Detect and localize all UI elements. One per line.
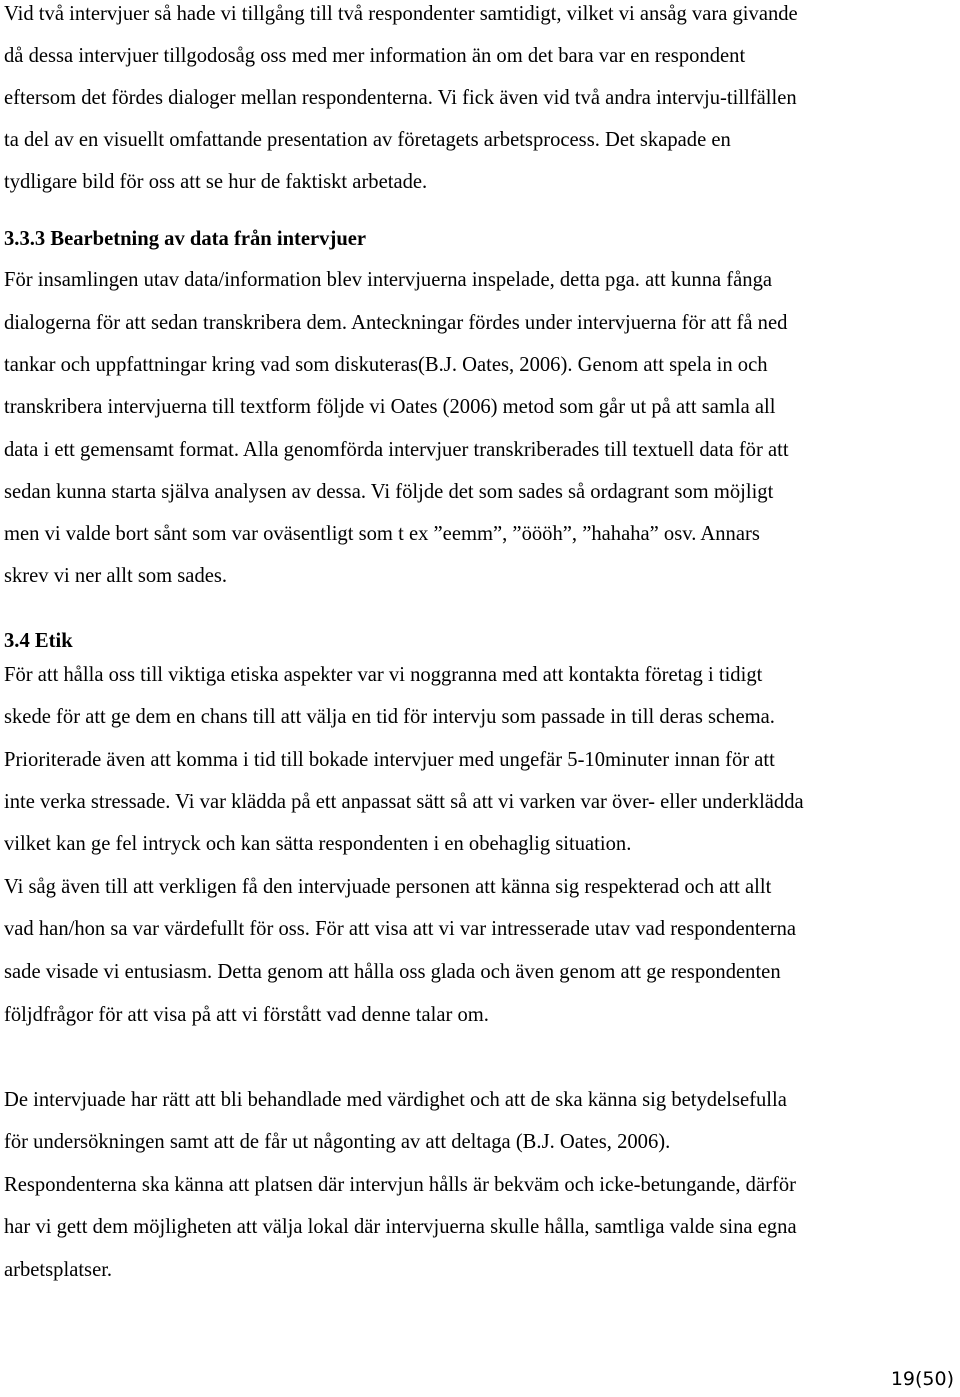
section-3-4-line-8: sade visade vi entusiasm. Detta genom att hålla oss glada och även genom att ge respondenten: [4, 961, 781, 983]
section-3-4-line-5: vilket kan ge fel intryck och kan sätta respondenten i en obehaglig situation.: [4, 833, 632, 855]
section-3-3-3-line-3: tankar och uppfattningar kring vad som diskuteras(B.J. Oates, 2006). Genom att spela in och: [4, 354, 768, 376]
section-3-4-line-9: följdfrågor för att visa på att vi förstått vad denne talar om.: [4, 1004, 489, 1026]
section-3-3-3-line-6: sedan kunna starta själva analysen av dessa. Vi följde det som sades så ordagrant som möjligt: [4, 481, 774, 503]
intro-line-2: då dessa intervjuer tillgodosåg oss med mer information än om det bara var en respondent: [4, 45, 746, 67]
intro-line-1: Vid två intervjuer så hade vi tillgång till två respondenter samtidigt, vilket vi ansåg vara givande: [4, 3, 798, 25]
section-3-4-line-6: Vi såg även till att verkligen få den intervjuade personen att känna sig respekterad och att allt: [4, 876, 772, 898]
section-3-4b-line-5: arbetsplatser.: [4, 1259, 113, 1281]
section-heading-3-4: 3.4 Etik: [4, 630, 73, 652]
section-3-4-line-7: vad han/hon sa var värdefullt för oss. För att visa att vi var intresserade utav vad respondenterna: [4, 918, 797, 940]
section-3-4b-line-3: Respondenterna ska känna att platsen där intervjun hålls är bekväm och icke-betungande, därför: [4, 1174, 796, 1196]
section-3-3-3-line-5: data i ett gemensamt format. Alla genomförda intervjuer transkriberades till textuell data för att: [4, 439, 789, 461]
section-3-3-3-line-1: För insamlingen utav data/information blev intervjuerna inspelade, detta pga. att kunna fånga: [4, 269, 773, 291]
section-3-4-line-4: inte verka stressade. Vi var klädda på ett anpassat sätt så att vi varken var över- eller underklädda: [4, 791, 804, 813]
section-3-3-3-line-7: men vi valde bort sånt som var oväsentligt som t ex ”eemm”, ”öööh”, ”hahaha” osv. Annars: [4, 523, 760, 545]
section-3-4b-line-4: har vi gett dem möjligheten att välja lokal där intervjuerna skulle hålla, samtliga valde sina egna: [4, 1216, 797, 1238]
intro-line-5: tydligare bild för oss att se hur de faktiskt arbetade.: [4, 171, 428, 193]
section-3-4b-line-1: De intervjuade har rätt att bli behandlade med värdighet och att de ska känna sig betydelsefulla: [4, 1089, 787, 1111]
section-3-3-3-line-2: dialogerna för att sedan transkribera dem. Anteckningar fördes under intervjuerna för att få ned: [4, 312, 788, 334]
section-heading-3-3-3: 3.3.3 Bearbetning av data från intervjuer: [4, 228, 367, 250]
section-3-4-line-1: För att hålla oss till viktiga etiska aspekter var vi noggranna med att kontakta företag i tidigt: [4, 664, 763, 686]
section-3-3-3-line-8: skrev vi ner allt som sades.: [4, 565, 228, 587]
intro-line-3: eftersom det fördes dialoger mellan respondenterna. Vi fick även vid två andra intervju-tillfällen: [4, 87, 797, 109]
section-3-4-line-2: skede för att ge dem en chans till att välja en tid för intervju som passade in till deras schema.: [4, 706, 775, 728]
section-3-4b-line-2: för undersökningen samt att de får ut någonting av att deltaga (B.J. Oates, 2006).: [4, 1131, 671, 1153]
section-3-4-line-3: Prioriterade även att komma i tid till bokade intervjuer med ungefär 5-10minuter innan för att: [4, 749, 775, 771]
page-number: 19(50): [890, 1368, 954, 1390]
intro-line-4: ta del av en visuellt omfattande presentation av företagets arbetsprocess. Det skapade en: [4, 129, 731, 151]
section-3-3-3-line-4: transkribera intervjuerna till textform följde vi Oates (2006) metod som går ut på att samla all: [4, 396, 776, 418]
